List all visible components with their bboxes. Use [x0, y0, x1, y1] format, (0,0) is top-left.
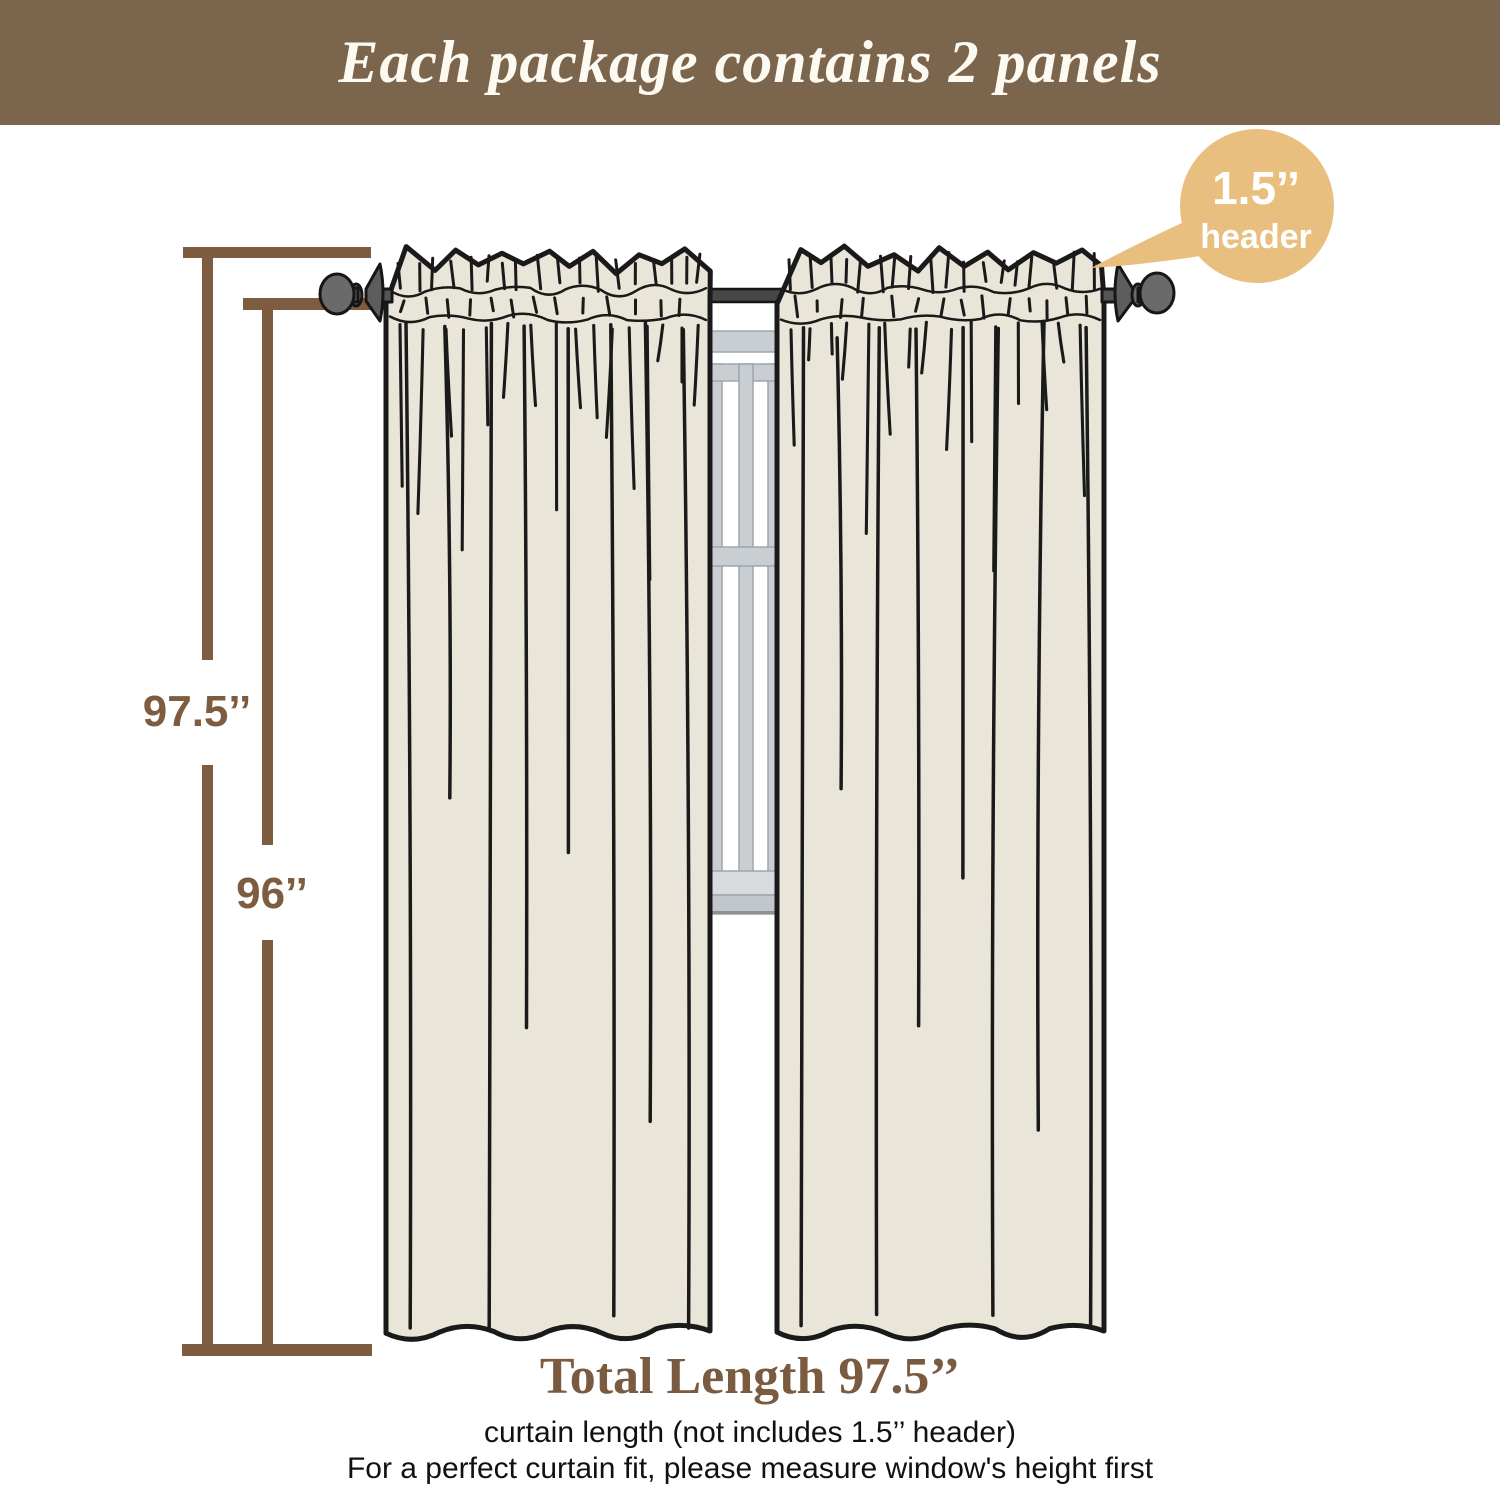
measurement-group — [143, 247, 373, 1356]
measure-line-96-upper — [262, 298, 273, 845]
measure-line-97-upper — [202, 247, 213, 660]
badge-value: 1.5’’ — [1212, 162, 1300, 214]
curtain-panel-left — [386, 247, 710, 1340]
measure-label-96: 96’’ — [236, 869, 308, 918]
footer — [0, 1348, 1500, 1486]
measure-line-96-lower — [262, 940, 273, 1350]
window-top-frame — [706, 331, 784, 352]
footer-subtitle: curtain length (not includes 1.5’’ header) — [483, 1416, 1016, 1449]
window-meeting-rail — [711, 547, 779, 566]
window-center-mullion — [739, 364, 753, 880]
banner — [0, 0, 1500, 125]
finial-right-trumpet — [1115, 264, 1133, 321]
footer-title: Total Length 97.5’’ — [539, 1348, 961, 1405]
window-sill-top — [706, 871, 784, 895]
finial-left-knob — [320, 274, 354, 314]
window-left-stile — [711, 364, 722, 880]
measure-line-97-lower — [202, 765, 213, 1350]
badge-callout — [1091, 129, 1334, 283]
badge-label: header — [1200, 218, 1312, 256]
footer-note: For a perfect curtain fit, please measure window's height first — [346, 1452, 1154, 1485]
banner-title: Each package contains 2 panels — [338, 29, 1162, 95]
rod-finial-right — [1102, 264, 1174, 321]
curtain-panel-right — [777, 246, 1104, 1339]
measure-label-97-5: 97.5’’ — [142, 687, 252, 736]
finial-right-knob — [1140, 273, 1174, 313]
rod-finial-left — [320, 264, 392, 321]
finial-left-trumpet — [366, 264, 383, 321]
